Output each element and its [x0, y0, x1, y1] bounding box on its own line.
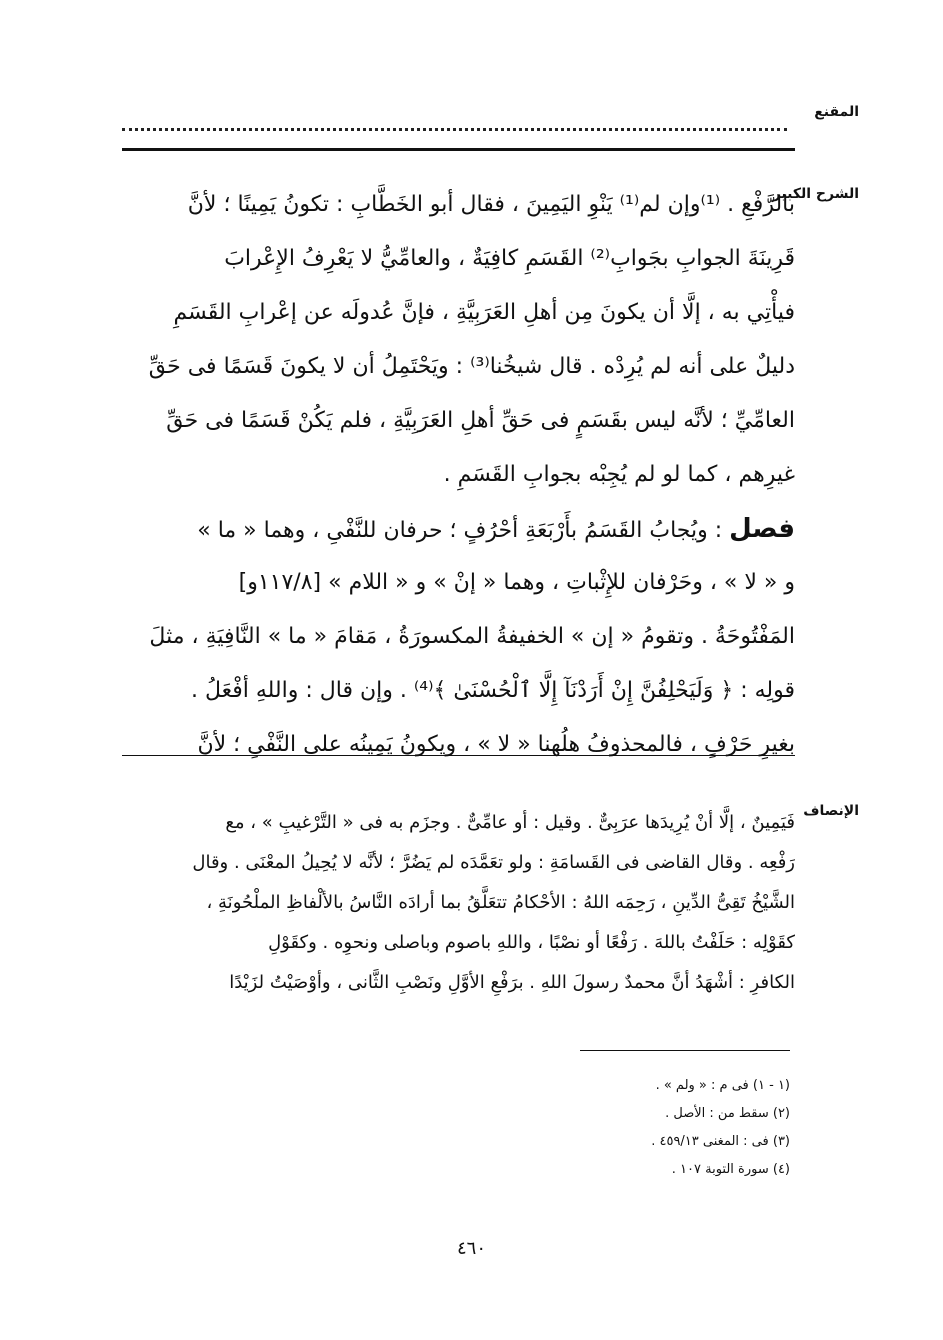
text-line: الكافرِ : أشْهَدُ أنَّ محمدٌ رسولَ اللهِ . برَفْعِ الأوَّلِ ونَصْبِ الثَّانى ، وأوْصَيْتُ لزَيْدًا: [229, 972, 795, 993]
text-line: المَفْتُوحَةُ . وتقومُ « إن » الخفيفةُ المكسورَةُ ، مَقامَ « ما » النَّافِيَةِ ، مثلَ: [149, 624, 795, 649]
footnote: (٢) سقط من : الأصل .: [665, 1106, 790, 1121]
text-line: الشَّيْخُ تَقِىُّ الدِّينِ ، رَحِمَه اللهُ : الأحْكامُ تتعَلَّقُ بما أرادَه النَّاسُ بالألْفاظِ الملْحُونَةِ ،: [206, 892, 795, 913]
section-label-sharh-kabir: الشرح الكبير: [772, 186, 859, 202]
header-dotted-leader: [122, 118, 787, 131]
footnotes: [460, 1072, 790, 1184]
footnote-rule: [580, 1050, 790, 1051]
insaf-text: [120, 803, 795, 1003]
main-commentary-text: [120, 178, 795, 772]
fasl-heading: فصل: [729, 514, 795, 544]
text-line: قولِه : ﴿ وَلَيَحْلِفُنَّ إِنْ أَرَدْنَآ إِلَّا ٱلْحُسْنَىٰ ﴾⁽⁴⁾ . وإن قال : واللهِ أفْعَلُ .: [190, 678, 795, 703]
section-label-insaf: الإنصاف: [803, 803, 859, 819]
fasl-line: [120, 502, 795, 556]
text-line: فَيَمِينٌ ، إلَّا أنْ يُرِيدَها عرَبِىٌّ . وقيل : أو عامِّىٌّ . وجزَم به فى « التَّرْغيبِ » ، مع: [225, 812, 795, 833]
text-line: بالرَّفْعِ . ⁽¹⁾وإن لم⁽¹⁾ يَنْوِ اليَمِينَ ، فقال أبو الخَطَّابِ : تكونُ يَمِينًا ؛ لأنَّ: [187, 192, 795, 217]
page-number: ٤٦٠: [456, 1238, 486, 1259]
text-line: رَفْعِه . وقال القاضى فى القَسامَةِ : ولو تعَمَّدَه لم يَضُرَّ ؛ لأنَّه لا يُحِيلُ المعْنَى . وقال: [192, 852, 795, 873]
text-line: فيأْتِي به ، إلَّا أن يكونَ مِن أهلِ العَرَبِيَّةِ ، فإنَّ عُدولَه عن إعْرابِ القَسَمِ: [173, 300, 795, 325]
text-line: كقَوْلِه : حَلَفْتُ باللهَ . رَفْعًا أو نصْبًا ، واللهِ باصوم وباصلى ونحوِه . وكقَوْلِ: [268, 932, 795, 953]
footnote: (٣) فى : المغنى ٤٥٩/١٣ .: [651, 1134, 790, 1149]
text-line: دليلٌ على أنه لم يُرِدْه . قال شيخُنا⁽³⁾ : ويَحْتَمِلُ أن لا يكونَ قَسَمًا فى حَقِّ: [148, 354, 795, 379]
text-line: بغيرِ حَرْفٍ ، فالمحذوفُ هلُهنا « لا » ، ويكونُ يَمِينُه على النَّفْىِ ؛ لأنَّ: [197, 732, 795, 757]
text-line: العامِّيِّ ؛ لأنَّه ليس بقَسَمٍ فى حَقِّ أهلِ العَرَبِيَّةِ ، فلم يَكُنْ قَسَمًا فى حَقِّ: [166, 408, 795, 433]
text-line: و « لا » ، وحَرْفان للإِثْباتِ ، وهما « إنْ » و « اللام » [١١٧/٨و]: [238, 570, 795, 595]
footnote: (٤) سورة التوبة ١٠٧ .: [671, 1162, 790, 1177]
header-rule: [122, 148, 795, 151]
footnote: (١ - ١) فى م : « ولم » .: [655, 1078, 790, 1093]
section-divider: [122, 755, 795, 756]
fasl-text: : ويُجابُ القَسَمُ بأَرْبَعَةِ أحْرُفٍ ؛ حرفان للنَّفْىِ ، وهما « ما »: [197, 518, 723, 543]
text-line: قَرِينَةَ الجوابِ بجَوابِ⁽²⁾ القَسَمِ كافِيَةٌ ، والعامِّيُّ لا يَعْرِفُ الإِعْرابَ: [224, 246, 795, 271]
running-header-title: المقنع: [814, 104, 859, 120]
text-line: غيرِهم ، كما لو لم يُجِبْه بجوابِ القَسَمِ .: [443, 462, 795, 487]
